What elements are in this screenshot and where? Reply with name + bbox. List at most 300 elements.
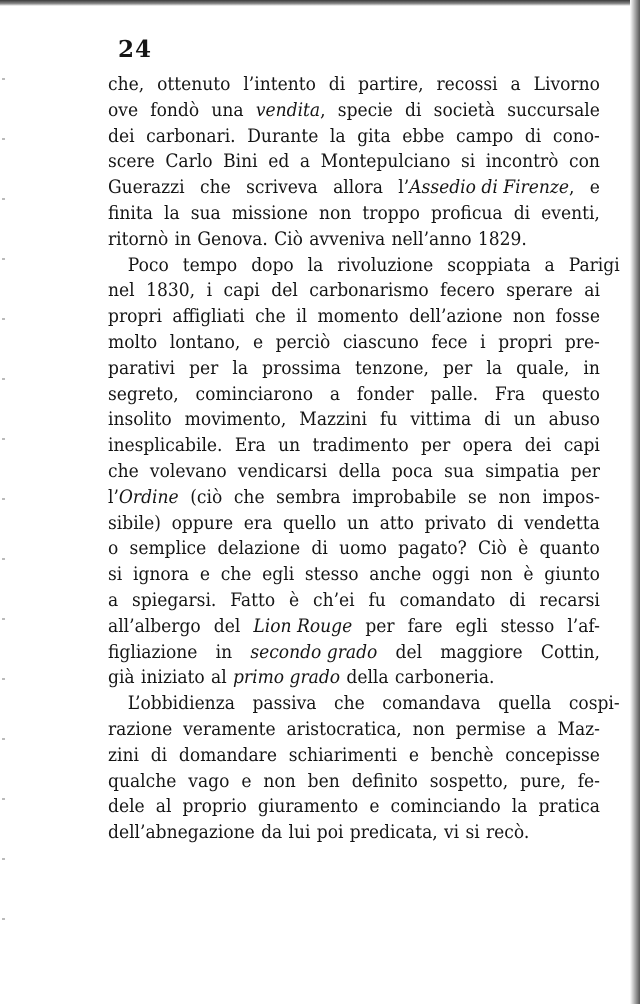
text-fragment: fare	[407, 614, 443, 637]
text-fragment: sibile)	[108, 511, 161, 534]
word	[165, 149, 212, 175]
word	[499, 485, 531, 511]
word	[164, 201, 180, 227]
text-fragment: Livorno	[533, 73, 600, 95]
text-fragment: Era	[234, 434, 266, 457]
text-fragment: i	[206, 279, 213, 302]
word	[431, 201, 503, 227]
text-fragment: ai	[584, 279, 600, 302]
text-fragment: in	[174, 227, 192, 250]
text-fragment: L’obbidienza	[127, 692, 235, 715]
text-fragment: a	[329, 382, 341, 405]
text-fragment: non	[498, 485, 531, 508]
italic-text: Lion Rouge	[253, 614, 353, 637]
word	[108, 717, 172, 743]
text-fragment: pre-	[564, 330, 600, 353]
word	[518, 536, 528, 562]
word	[262, 562, 294, 588]
page-top-edge-shadow	[0, 0, 640, 6]
text-line	[108, 98, 600, 124]
text-fragment: anche	[369, 563, 422, 586]
text-fragment: ebbe	[402, 124, 445, 147]
word	[108, 149, 155, 175]
text-fragment: definito	[351, 769, 418, 792]
word	[544, 562, 600, 588]
text-fragment: non	[412, 717, 445, 740]
text-line	[108, 794, 600, 820]
word	[346, 665, 388, 691]
text-line	[108, 536, 600, 562]
text-line	[108, 511, 600, 537]
text-fragment: ove	[108, 98, 139, 121]
word	[357, 382, 414, 408]
text-fragment: a	[544, 253, 555, 276]
word	[398, 175, 574, 201]
text-fragment: affigliati	[172, 305, 245, 328]
text-line	[108, 149, 600, 175]
word	[108, 433, 222, 459]
word	[108, 72, 144, 98]
text-fragment: questo	[541, 382, 600, 405]
text-fragment: per	[365, 614, 395, 637]
word	[333, 175, 383, 201]
word	[405, 98, 421, 124]
text-fragment: vi	[444, 821, 460, 844]
text-fragment: opera	[462, 434, 513, 457]
text-fragment: Fatto	[230, 588, 276, 611]
word	[497, 511, 513, 537]
text-fragment: Parigi	[568, 253, 620, 276]
word	[157, 72, 230, 98]
text-fragment: e	[589, 176, 600, 199]
text-fragment: si	[108, 563, 123, 586]
text-fragment: segreto,	[108, 382, 179, 405]
word	[108, 665, 135, 691]
text-fragment: spiegarsi.	[132, 588, 217, 611]
text-fragment: di	[484, 408, 501, 431]
text-line	[108, 175, 600, 201]
text-fragment: oppure	[171, 511, 234, 534]
text-line	[108, 433, 600, 459]
text-line	[108, 691, 620, 717]
word	[108, 407, 172, 433]
word	[218, 536, 301, 562]
word	[456, 717, 526, 743]
text-fragment: ottenuto	[157, 73, 231, 95]
word	[207, 278, 212, 304]
text-fragment: sperare	[506, 279, 573, 302]
word	[391, 794, 501, 820]
word	[250, 640, 377, 666]
word	[274, 227, 303, 253]
text-fragment: Mazzini	[299, 408, 367, 431]
word	[501, 614, 555, 640]
word	[436, 72, 497, 98]
text-fragment: stesso	[304, 563, 359, 586]
text-fragment: fonder	[356, 382, 414, 405]
text-fragment: che,	[108, 73, 145, 95]
text-fragment: (ciò	[190, 485, 223, 508]
text-fragment: dele	[108, 795, 145, 818]
word	[232, 356, 248, 382]
word	[514, 201, 530, 227]
text-fragment: del	[213, 614, 241, 637]
word	[468, 485, 487, 511]
word	[211, 98, 243, 124]
text-fragment: proficua	[431, 201, 503, 224]
word	[300, 149, 310, 175]
text-fragment: la	[307, 253, 324, 276]
text-fragment: Poco	[127, 253, 169, 276]
text-fragment: in	[583, 356, 600, 379]
text-fragment: scere	[108, 150, 155, 173]
word	[255, 304, 286, 330]
word	[200, 175, 231, 201]
text-fragment: partire,	[358, 73, 424, 95]
text-fragment: stesso	[500, 614, 555, 637]
text-fragment: fosse	[555, 305, 600, 328]
word	[443, 356, 472, 382]
word	[395, 665, 495, 691]
text-fragment: sembra	[276, 485, 341, 508]
text-fragment: sua	[444, 459, 475, 482]
text-fragment: tenzone,	[355, 356, 429, 379]
text-fragment: che	[200, 176, 231, 199]
text-fragment: pratica	[538, 795, 600, 818]
word	[583, 356, 599, 382]
word	[564, 433, 600, 459]
text-fragment: vittima	[410, 408, 472, 431]
word	[189, 356, 218, 382]
text-fragment: carboneria.	[394, 666, 495, 689]
text-fragment: scoppiata	[447, 253, 531, 276]
text-line	[108, 459, 600, 485]
text-fragment: scriveva	[246, 176, 318, 199]
text-fragment: campo	[456, 124, 514, 147]
text-fragment: ch’ei	[312, 588, 355, 611]
word	[495, 382, 525, 408]
word	[128, 691, 235, 717]
text-fragment: inesplicabile.	[108, 434, 223, 457]
text-fragment: del	[395, 640, 423, 663]
text-fragment: egli	[262, 563, 295, 586]
word	[151, 743, 167, 769]
text-fragment: semplice	[129, 537, 207, 560]
text-fragment: è	[518, 537, 529, 560]
text-fragment: aristocratica,	[286, 717, 402, 740]
word	[352, 485, 456, 511]
word	[108, 511, 161, 537]
text-fragment: ben	[307, 769, 340, 792]
word	[410, 407, 471, 433]
word	[431, 330, 467, 356]
word	[185, 407, 287, 433]
word	[172, 511, 233, 537]
text-fragment: avveniva	[309, 227, 386, 250]
word	[319, 201, 351, 227]
text-fragment: e	[408, 743, 419, 766]
word	[380, 407, 397, 433]
text-fragment: società	[433, 98, 495, 121]
text-fragment: succursale	[507, 98, 600, 121]
text-fragment: parativi	[108, 356, 175, 379]
word	[541, 201, 600, 227]
word	[108, 820, 255, 846]
word	[516, 356, 569, 382]
text-fragment: privato	[424, 511, 487, 534]
text-fragment: proprio	[182, 795, 247, 818]
text-fragment: cono-	[552, 124, 600, 147]
text-fragment: fecero	[440, 279, 495, 302]
word	[480, 562, 512, 588]
text-fragment: vago	[188, 769, 230, 792]
word	[444, 459, 474, 485]
text-fragment: l’	[108, 485, 119, 508]
text-line	[108, 227, 600, 253]
word	[541, 640, 600, 666]
text-fragment: di	[328, 73, 346, 95]
word	[313, 588, 355, 614]
word	[538, 794, 599, 820]
word	[556, 304, 600, 330]
word	[525, 433, 552, 459]
word	[430, 769, 508, 795]
word	[128, 253, 169, 279]
word	[183, 717, 275, 743]
word	[369, 794, 379, 820]
text-fragment: a	[299, 150, 311, 173]
text-line	[108, 356, 600, 382]
text-fragment: in	[215, 640, 233, 663]
text-fragment: palle.	[430, 382, 479, 405]
word	[246, 175, 318, 201]
text-fragment: tempo	[182, 253, 238, 276]
word	[251, 253, 293, 279]
word	[262, 356, 341, 382]
text-fragment: nel	[108, 279, 135, 302]
text-fragment: recossi	[436, 73, 498, 95]
text-fragment: di	[405, 98, 422, 121]
word	[569, 691, 620, 717]
text-fragment: ciascuno	[342, 330, 419, 353]
word	[506, 278, 573, 304]
word	[108, 640, 197, 666]
text-fragment: all’albergo	[108, 614, 201, 637]
text-fragment: allora	[333, 176, 383, 199]
word	[498, 330, 552, 356]
word	[484, 407, 500, 433]
word	[108, 304, 162, 330]
word	[409, 743, 419, 769]
word	[234, 485, 265, 511]
word	[523, 562, 533, 588]
word	[408, 614, 443, 640]
text-fragment: vendetta	[524, 511, 600, 534]
text-fragment: giuramento	[257, 795, 359, 818]
text-line	[108, 640, 600, 666]
text-fragment: al	[155, 795, 172, 818]
text-fragment: se	[468, 485, 487, 508]
text-fragment: ritornò	[108, 227, 169, 250]
word	[352, 769, 418, 795]
body-text	[108, 72, 620, 846]
text-line	[108, 407, 600, 433]
text-fragment: carbonarismo	[309, 279, 429, 302]
text-fragment: specie	[337, 98, 393, 121]
text-fragment: comandato	[399, 588, 496, 611]
text-fragment: Carlo	[165, 150, 213, 173]
italic-text: Ordine	[118, 485, 179, 508]
text-fragment: oggi	[431, 563, 470, 586]
text-fragment: era	[243, 511, 273, 534]
text-fragment: quanto	[539, 537, 600, 560]
text-fragment: improbabile	[352, 485, 457, 508]
word	[368, 588, 385, 614]
text-fragment: il	[296, 305, 308, 328]
word	[329, 72, 345, 98]
text-fragment: capi	[563, 434, 600, 457]
word	[507, 98, 600, 124]
word	[308, 769, 340, 795]
word	[553, 124, 600, 150]
word	[513, 304, 545, 330]
text-fragment: sua	[190, 201, 221, 224]
word	[196, 382, 314, 408]
text-line	[108, 820, 600, 846]
word	[392, 227, 472, 253]
word	[478, 536, 507, 562]
text-fragment: Ciò	[478, 537, 507, 560]
text-fragment: per	[443, 356, 473, 379]
text-fragment: un	[346, 511, 370, 534]
text-fragment: l’	[398, 176, 410, 199]
text-fragment: Genova.	[197, 227, 268, 250]
text-fragment: della	[346, 666, 389, 689]
text-fragment: Guerazzi	[108, 176, 185, 199]
text-fragment: Ciò	[274, 227, 303, 250]
text-fragment: la	[511, 795, 528, 818]
word	[430, 382, 478, 408]
text-fragment: di	[150, 743, 168, 766]
text-fragment: si	[460, 150, 476, 173]
text-line	[108, 124, 600, 150]
word	[539, 588, 599, 614]
text-fragment: ,	[320, 98, 326, 121]
word	[108, 382, 179, 408]
word	[108, 356, 175, 382]
text-fragment: ,	[568, 176, 575, 199]
word	[305, 562, 359, 588]
word	[542, 485, 599, 511]
text-fragment: capi	[223, 279, 260, 302]
text-fragment: fe-	[577, 769, 600, 792]
word	[141, 665, 205, 691]
text-fragment: pagato?	[398, 537, 467, 560]
text-fragment: non	[512, 305, 546, 328]
text-fragment: che	[334, 692, 365, 715]
text-fragment: o	[108, 537, 119, 560]
word	[355, 356, 429, 382]
word	[534, 72, 600, 98]
text-fragment: Fra	[494, 382, 526, 405]
word	[108, 743, 139, 769]
text-fragment: dell’azione	[408, 305, 503, 328]
word	[578, 769, 600, 795]
word	[380, 511, 414, 537]
text-fragment: veramente	[183, 717, 276, 740]
text-fragment: di	[513, 201, 531, 224]
text-fragment: recò.	[486, 821, 530, 844]
word	[108, 175, 185, 201]
word	[569, 149, 600, 175]
text-fragment: è	[523, 563, 534, 586]
text-fragment: dei	[108, 124, 135, 147]
text-fragment: zini	[108, 743, 139, 766]
word	[480, 330, 485, 356]
text-fragment: egli	[455, 614, 488, 637]
word	[362, 201, 420, 227]
word	[276, 485, 340, 511]
word	[567, 614, 600, 640]
text-line	[108, 588, 600, 614]
word	[233, 665, 340, 691]
word	[235, 433, 266, 459]
word	[318, 304, 399, 330]
text-fragment: delazione	[217, 537, 301, 560]
word	[130, 536, 207, 562]
text-fragment: iniziato	[140, 666, 205, 689]
text-fragment: passiva	[252, 692, 317, 715]
text-line	[108, 614, 600, 640]
text-fragment: Maz-	[557, 717, 600, 740]
text-fragment: quale,	[516, 356, 570, 379]
text-fragment: al	[211, 666, 227, 689]
word	[485, 459, 559, 485]
word	[357, 124, 390, 150]
text-line	[108, 304, 600, 330]
text-fragment: missione	[231, 201, 308, 224]
word	[253, 614, 352, 640]
word	[350, 820, 438, 846]
text-fragment: cospi-	[568, 692, 620, 715]
word	[108, 227, 168, 253]
word	[286, 717, 401, 743]
text-fragment: benchè	[430, 743, 494, 766]
text-fragment: e	[199, 563, 210, 586]
word	[214, 614, 241, 640]
word	[183, 794, 247, 820]
text-line	[108, 717, 600, 743]
word	[211, 665, 227, 691]
word	[512, 794, 528, 820]
text-fragment: nell’anno	[391, 227, 472, 250]
text-fragment: eventi,	[541, 201, 600, 224]
text-fragment: atto	[379, 511, 414, 534]
text-fragment: da	[261, 821, 283, 844]
word	[463, 433, 513, 459]
word	[150, 459, 227, 485]
word	[347, 511, 369, 537]
word	[238, 459, 327, 485]
word	[317, 820, 344, 846]
word	[252, 691, 316, 717]
text-fragment: che	[108, 459, 139, 482]
text-fragment: volevano	[149, 459, 227, 482]
word	[108, 614, 201, 640]
word	[232, 201, 308, 227]
text-fragment: molto	[108, 330, 158, 353]
word	[278, 433, 300, 459]
